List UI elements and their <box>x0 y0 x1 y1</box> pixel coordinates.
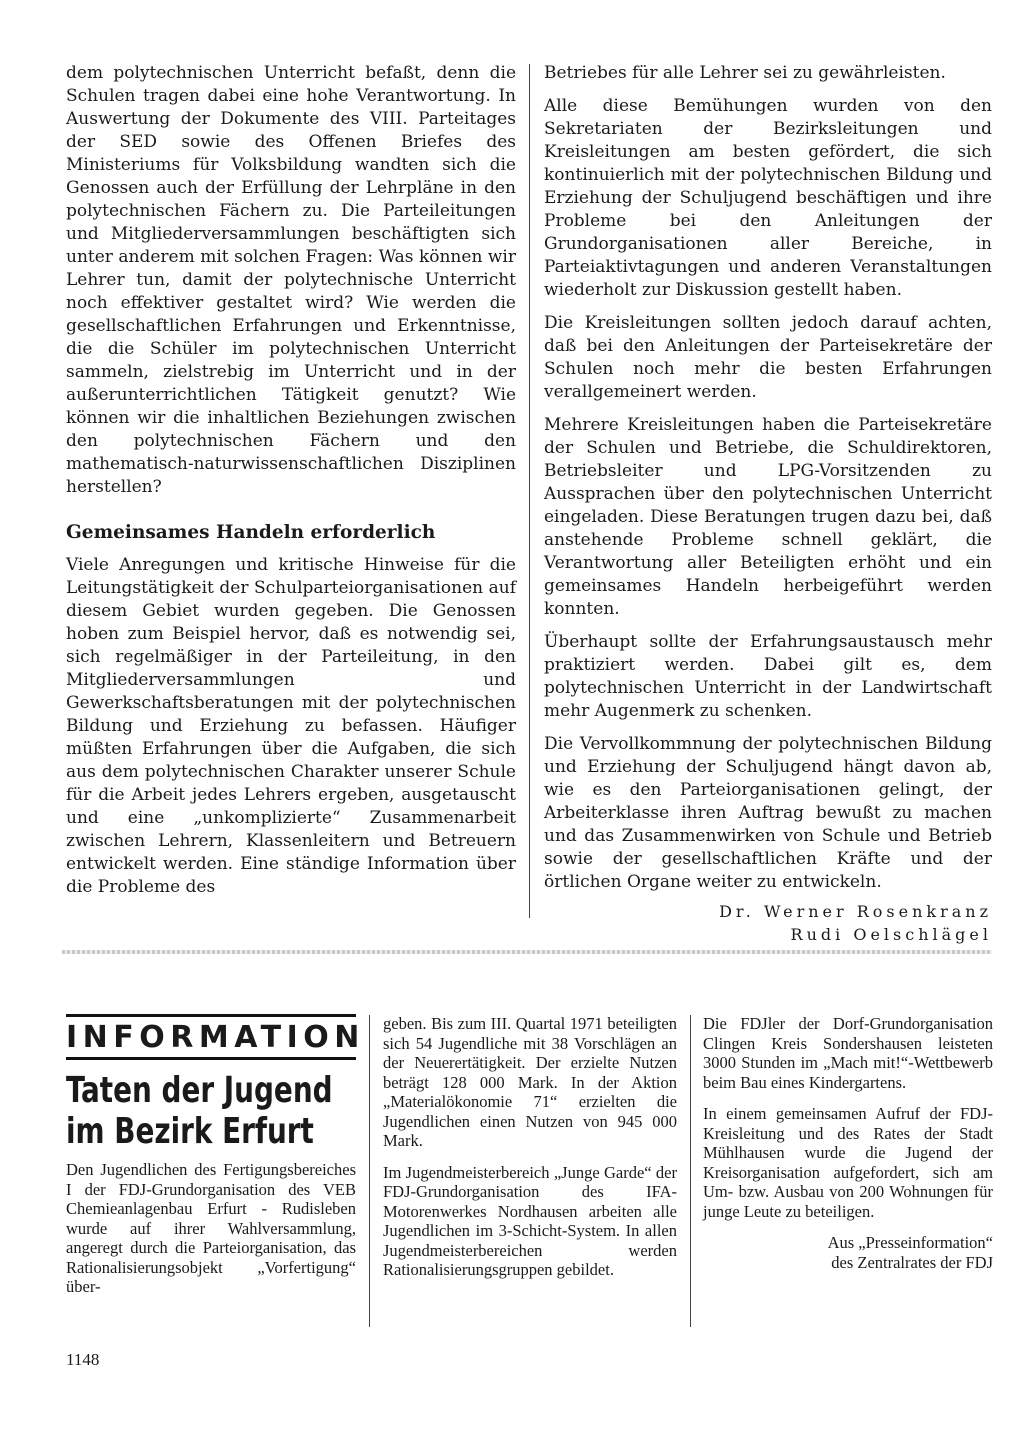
source-credit: des Zentralrates der FDJ <box>831 1252 993 1272</box>
column-divider <box>690 1015 691 1327</box>
article-paragraph: Die Vervollkommnung der polytechnischen Bildung und Erziehung der Schuljugend hängt davon ab, wie es den Parteiorganisationen gelingt, der Arbeiterklasse ihren Auftrag bewußt zu machen und das Zusammenwirken von Schule und Betrieb sowie der gesellschaftlichen Kräfte und der örtlichen Organe weiter zu entwickeln. <box>544 734 992 892</box>
column-divider <box>529 64 530 918</box>
info-paragraph: geben. Bis zum III. Quartal 1971 beteiligten sich 54 Jugendliche mit 38 Vorschlägen an der Neuerertätigkeit. Der erzielte Nutzen beträgt 128 000 Mark. In der Aktion „Materialökonomie 71“ erzielten die Jugendlichen einen Nutzen von 945 000 Mark. <box>383 1014 677 1150</box>
article-paragraph: Mehrere Kreisleitungen haben die Parteisekretäre der Schulen und Betriebe, die Schuldirektoren, Betriebsleiter und LPG-Vorsitzenden zu Aussprachen über den polytechnischen Unterricht eingeladen. Diese Beratungen trugen dazu bei, daß anstehende Probleme schnell geklärt, die Verantwortung aller Beteiligten erhöht und ein gemeinsames Handeln herbeigeführt werden konnten. <box>544 415 992 619</box>
article-paragraph: Viele Anregungen und kritische Hinweise für die Leitungstätigkeit der Schulparteiorganisationen auf diesem Gebiet wurden gegeben. Die Genossen hoben zum Beispiel hervor, daß es notwendig sei, sich regelmäßiger in der Parteileitung, in den Mitgliederversammlungen und Gewerkschaftsberatungen mit der polytechnischen Bildung und Erziehung zu befassen. Häufiger müßten Erfahrungen über die Aufgaben, die sich aus dem polytechnischen Charakter unserer Schule für die Arbeit jedes Lehrers ergeben, ausgetauscht und eine „unkomplizierte“ Zusammenarbeit zwischen Lehrern, Klassenleitern und Betreuern entwickelt werden. Eine ständige Information über die Probleme des <box>66 555 516 897</box>
info-headline: Taten der Jugend im Bezirk Erfurt <box>66 1070 333 1152</box>
info-paragraph: In einem gemeinsamen Aufruf der FDJ-Kreisleitung und des Rates der Stadt Mühlhausen wurde die Jugend der Kreisorganisation aufgefordert, sich am Um- bzw. Ausbau von 200 Wohnungen für junge Leute zu beteiligen. <box>703 1104 993 1221</box>
article-paragraph: Alle diese Bemühungen wurden von den Sekretariaten der Bezirksleitungen und Kreisleitungen am besten gefördert, die sich kontinuierlich mit der polytechnischen Bildung und Erziehung der Schuljugend beschäftigen und ihre Probleme bei den Anleitungen der Grundorganisationen aller Bereiche, in Parteiaktivtagungen und anderen Veranstaltungen wiederholt zur Diskussion gestellt haben. <box>544 96 992 300</box>
author-name: Dr. Werner Rosenkranz <box>719 902 992 921</box>
article-paragraph: Die Kreisleitungen sollten jedoch darauf achten, daß bei den Anleitungen der Parteisekretäre der Schulen noch mehr die besten Erfahrungen verallgemeinert werden. <box>544 313 992 402</box>
info-column-2 <box>383 1014 677 1292</box>
author-name: Rudi Oelschlägel <box>790 925 992 944</box>
info-paragraph: Im Jugendmeisterbereich „Junge Garde“ der FDJ-Grundorganisation des IFA-Motorenwerkes Nordhausen arbeiten alle Jugendlichen im 3-Schicht-System. In allen Jugendmeisterbereichen werden Rationalisierungsgruppen gebildet. <box>383 1162 677 1279</box>
column-divider <box>369 1015 370 1327</box>
article-left-column <box>66 62 516 909</box>
section-separator <box>62 950 992 954</box>
info-paragraph: Die FDJler der Dorf-Grundorganisation Clingen Kreis Sondershausen leisteten 3000 Stunden im „Mach mit!“-Wettbewerb beim Bau eines Kindergartens. <box>703 1014 993 1092</box>
article-paragraph: Betriebes für alle Lehrer sei zu gewährleisten. <box>544 63 946 83</box>
info-column-3 <box>703 1014 993 1272</box>
page-number: 1148 <box>66 1350 100 1369</box>
info-text <box>66 1160 356 1297</box>
info-column-1 <box>66 1014 365 1309</box>
article-paragraph: Überhaupt sollte der Erfahrungsaustausch mehr praktiziert werden. Dabei gilt es, dem polytechnischen Unterricht in der Landwirtschaft mehr Augenmerk zu schenken. <box>544 632 992 721</box>
article-paragraph: dem polytechnischen Unterricht befaßt, denn die Schulen tragen dabei eine hohe Verantwortung. In Auswertung der Dokumente des VIII. Parteitages der SED sowie des Offenen Briefes des Ministeriums für Volksbildung wandten sich die Genossen auch der Erfüllung der Lehrpläne in den polytechnischen Fächern zu. Die Parteileitungen und Mitgliederversammlungen beschäftigten sich unter anderem mit solchen Fragen: Was können wir Lehrer tun, damit der polytechnische Unterricht noch effektiver gestaltet wird? Wie werden die gesellschaftlichen Erfahrungen und Erkenntnisse, die die Schüler im polytechnischen Unterricht sammeln, zielstrebig im Unterricht und in der außerunterrichtlichen Tätigkeit genutzt? Wie können wir die inhaltlichen Beziehungen zwischen den polytechnischen Fächern und den mathematisch-naturwissenschaftlichen Disziplinen herstellen? <box>66 63 516 497</box>
info-paragraph: Den Jugendlichen des Fertigungsbereiches I der FDJ-Grundorganisation des VEB Chemieanlagenbau Erfurt - Rudisleben wurde auf ihrer Wahlversammlung, angeregt durch die Parteiorganisation, das Rationalisierungsobjekt „Vorfertigung“ über- <box>66 1160 356 1296</box>
article-right-column <box>544 62 992 946</box>
info-banner: INFORMATION <box>66 1014 356 1060</box>
section-heading: Gemeinsames Handeln erforderlich <box>66 522 436 543</box>
source-credit: Aus „Presseinformation“ <box>827 1233 993 1252</box>
